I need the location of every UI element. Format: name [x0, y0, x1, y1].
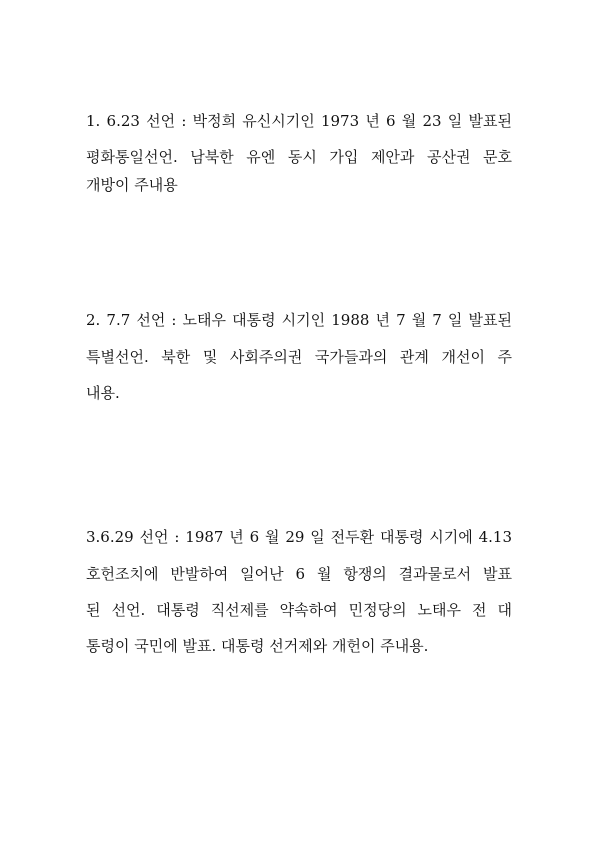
section-2-line-3: 내용. [86, 384, 120, 402]
section-1-line-1: 1. 6.23 선언 : 박정희 유신시기인 1973 년 6 월 23 일 발표된 [86, 112, 512, 130]
section-3-line-4: 통령이 국민에 발표. 대통령 선거제와 개헌이 주내용. [86, 637, 429, 655]
section-2-line-1: 2. 7.7 선언 : 노태우 대통령 시기인 1988 년 7 월 7 일 발표된 [86, 311, 512, 329]
section-1-line-2: 평화통일선언. 남북한 유엔 동시 가입 제안과 공산권 문호 [86, 148, 512, 166]
section-3-line-1: 3.6.29 선언 : 1987 년 6 월 29 일 전두환 대통령 시기에 4.13 [86, 528, 512, 546]
section-1-line-3: 개방이 주내용 [86, 176, 178, 194]
section-3-line-3: 된 선언. 대통령 직선제를 약속하여 민정당의 노태우 전 대 [86, 601, 512, 619]
section-2-line-2: 특별선언. 북한 및 사회주의권 국가들과의 관계 개선이 주 [86, 348, 512, 366]
section-3-line-2: 호헌조치에 반발하여 일어난 6 월 항쟁의 결과물로서 발표 [86, 565, 512, 583]
